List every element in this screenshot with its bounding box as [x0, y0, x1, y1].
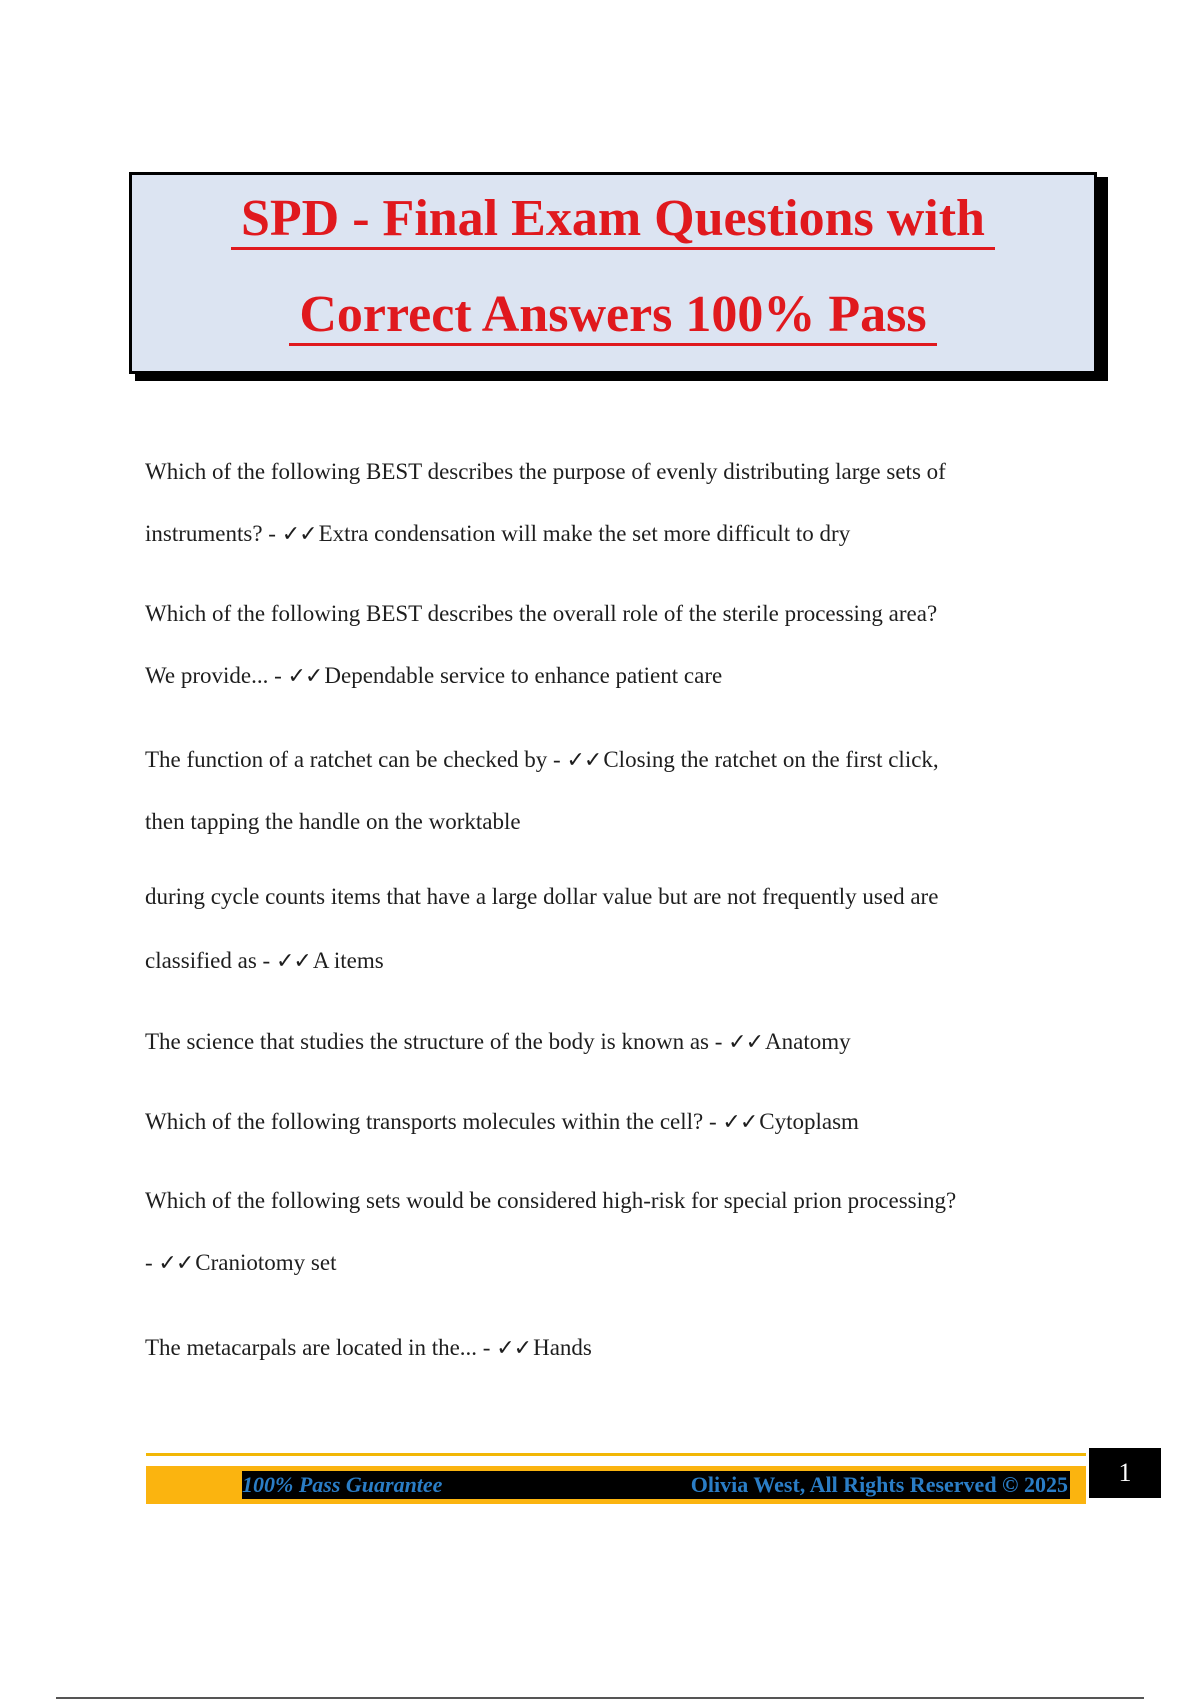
- footer-copyright-text: Olivia West, All Rights Reserved © 2025: [690, 1472, 1068, 1497]
- question-text: We provide... -: [145, 663, 288, 688]
- title-line-2: [132, 285, 1094, 345]
- qa-item: [145, 744, 1090, 838]
- double-check-icon: ✓✓: [566, 748, 602, 773]
- question-text: The metacarpals are located in the... -: [145, 1335, 497, 1360]
- question-line: Which of the following sets would be considered high-risk for special prion processing?: [145, 1188, 957, 1213]
- double-check-icon: ✓✓: [728, 1030, 764, 1055]
- question-answer-line: [145, 1026, 1090, 1059]
- page-number: 1: [1089, 1448, 1161, 1498]
- double-check-icon: ✓✓: [722, 1110, 758, 1135]
- answer-text: Craniotomy set: [195, 1250, 337, 1275]
- answer-text: Closing the ratchet on the first click,: [603, 747, 939, 772]
- answer-text: A items: [312, 948, 384, 973]
- qa-item: [145, 1026, 1090, 1059]
- footer-top-rule: [146, 1453, 1086, 1456]
- answer-text: Dependable service to enhance patient care: [324, 663, 723, 688]
- qa-item: [145, 598, 1090, 693]
- question-text: instruments? -: [145, 521, 282, 546]
- title-text-1: SPD - Final Exam Questions with: [231, 190, 995, 250]
- answer-line: then tapping the handle on the worktable: [145, 809, 521, 834]
- question-answer-line: [145, 1332, 1090, 1365]
- qa-item: [145, 1106, 1090, 1139]
- qa-item: [145, 881, 1090, 978]
- question-line: Which of the following BEST describes the purpose of evenly distributing large sets of: [145, 459, 946, 484]
- footer-guarantee-text: 100% Pass Guarantee: [242, 1472, 443, 1497]
- answer-text: Anatomy: [765, 1029, 851, 1054]
- answer-text: Extra condensation will make the set more difficult to dry: [318, 521, 851, 546]
- qa-item: [145, 1332, 1090, 1365]
- question-answer-line: [145, 1106, 1090, 1139]
- title-line-1: [132, 189, 1094, 249]
- answer-text: Cytoplasm: [759, 1109, 859, 1134]
- question-text: -: [145, 1250, 159, 1275]
- title-box: [129, 172, 1097, 374]
- double-check-icon: ✓✓: [281, 522, 317, 547]
- question-line: Which of the following BEST describes the overall role of the sterile processing area?: [145, 601, 938, 626]
- answer-text: Hands: [533, 1335, 592, 1360]
- bottom-divider: [56, 1697, 1144, 1699]
- question-text: Which of the following transports molecules within the cell? -: [145, 1109, 723, 1134]
- double-check-icon: ✓✓: [275, 949, 311, 974]
- double-check-icon: ✓✓: [496, 1336, 532, 1361]
- question-text: The function of a ratchet can be checked by -: [145, 747, 567, 772]
- qa-item: [145, 1185, 1090, 1280]
- double-check-icon: ✓✓: [287, 664, 323, 689]
- qa-item: [145, 456, 1090, 551]
- question-answer-line: [145, 660, 1090, 693]
- question-line: during cycle counts items that have a large dollar value but are not frequently used are: [145, 884, 939, 909]
- question-answer-line: [145, 945, 1090, 978]
- question-text: classified as -: [145, 948, 276, 973]
- double-check-icon: ✓✓: [158, 1251, 194, 1276]
- title-text-2: Correct Answers 100% Pass: [289, 286, 936, 346]
- question-answer-line: [145, 518, 1090, 551]
- question-answer-line: [145, 744, 1090, 777]
- question-text: The science that studies the structure of the body is known as -: [145, 1029, 729, 1054]
- question-answer-line: [145, 1247, 1090, 1280]
